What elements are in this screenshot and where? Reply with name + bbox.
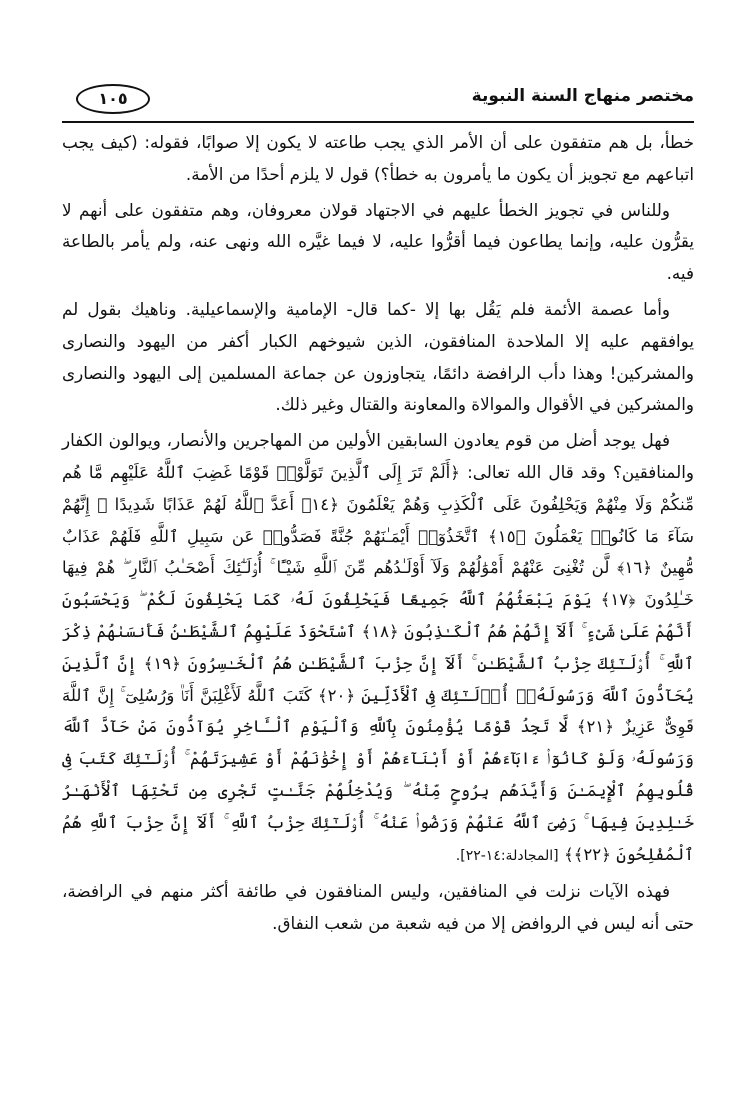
paragraph-intro: فهل يوجد أضل من قوم يعادون السابقين الأولين من المهاجرين والأنصار، ويوالون الكفار والمنافقين؟ وقد قال الله تعالى: <box>62 430 694 482</box>
page-body <box>62 127 694 1087</box>
paragraph: خطأ، بل هم متفقون على أن الأمر الذي يجب طاعته لا يكون إلا صوابًا، فقوله: (كيف يجب اتباعهم مع تجويز أن يكون ما يأمرون به خطأ؟) قول لا يلزم أحدًا من الأمة. <box>62 132 694 184</box>
quran-verses: ﴿أَلَمْ تَرَ إِلَى ٱلَّذِينَ تَوَلَّوْا۟ قَوْمًا غَضِبَ ٱللَّهُ عَلَيْهِم مَّا هُم مِّنكُمْ وَلَا مِنْهُمْ وَيَحْلِفُونَ عَلَى ٱلْكَذِبِ وَهُمْ يَعْلَمُونَ ﴿١٤﴾ أَعَدَّ ٱللَّهُ لَهُمْ عَذَابًا شَدِيدًا ۖ إِنَّهُمْ سَآءَ مَا كَانُوا۟ يَعْمَلُونَ ﴿١٥﴾ ٱتَّخَذُوٓا۟ أَيْمَـٰنَهُمْ جُنَّةً فَصَدُّوا۟ عَن سَبِيلِ ٱللَّهِ فَلَهُمْ عَذَابٌ مُّهِينٌ ﴿١٦﴾ لَّن تُغْنِىَ عَنْهُمْ أَمْوَٰلُهُمْ وَلَآ أَوْلَـٰدُهُم مِّنَ ٱللَّهِ شَيْـًٔا ۚ أُو۟لَـٰٓئِكَ أَصْحَـٰبُ ٱلنَّارِ ۖ هُمْ فِيهَا خَـٰلِدُونَ ﴿١٧﴾ يَوْمَ يَبْعَثُهُمُ ٱللَّهُ جَمِيعًا فَيَحْلِفُونَ لَهُۥ كَمَا يَحْلِفُونَ لَكُمْ ۖ وَيَحْسَبُونَ أَنَّهُمْ عَلَىٰ شَىْءٍ ۚ أَلَآ إِنَّهُمْ هُمُ ٱلْكَـٰذِبُونَ ﴿١٨﴾ ٱسْتَحْوَذَ عَلَيْهِمُ ٱلشَّيْطَـٰنُ فَأَنسَىٰهُمْ ذِكْرَ ٱللَّهِ ۚ أُو۟لَـٰٓئِكَ حِزْبُ ٱلشَّيْطَـٰنِ ۚ أَلَآ إِنَّ حِزْبَ ٱلشَّيْطَـٰنِ هُمُ ٱلْخَـٰسِرُونَ ﴿١٩﴾ إِنَّ ٱلَّذِينَ يُحَآدُّونَ ٱللَّهَ وَرَسُولَهُۥٓ أُو۟لَـٰٓئِكَ فِى ٱلْأَذَلِّينَ ﴿٢٠﴾ كَتَبَ ٱللَّهُ لَأَغْلِبَنَّ أَنَا۠ وَرُسُلِىٓ ۚ إِنَّ ٱللَّهَ قَوِىٌّ عَزِيزٌ ﴿٢١﴾ لَّا تَجِدُ قَوْمًا يُؤْمِنُونَ بِٱللَّهِ وَٱلْيَوْمِ ٱلْـَٔاخِرِ يُوَآدُّونَ مَنْ حَآدَّ ٱللَّهَ وَرَسُولَهُۥ وَلَوْ كَانُوٓا۟ ءَابَآءَهُمْ أَوْ أَبْنَآءَهُمْ أَوْ إِخْوَٰنَهُمْ أَوْ عَشِيرَتَهُمْ ۚ أُو۟لَـٰٓئِكَ كَتَبَ فِى قُلُوبِهِمُ ٱلْإِيمَـٰنَ وَأَيَّدَهُم بِرُوحٍ مِّنْهُ ۖ وَيُدْخِلُهُمْ جَنَّـٰتٍ تَجْرِى مِن تَحْتِهَا ٱلْأَنْهَـٰرُ خَـٰلِدِينَ فِيهَا ۚ رَضِىَ ٱللَّهُ عَنْهُمْ وَرَضُوا۟ عَنْهُ ۚ أُو۟لَـٰٓئِكَ حِزْبُ ٱللَّهِ ۚ أَلَآ إِنَّ حِزْبَ ٱللَّهِ هُمُ ٱلْمُفْلِحُونَ ﴿٢٢﴾﴾ <box>62 462 695 864</box>
paragraph: فهذه الآيات نزلت في المنافقين، وليس المنافقون في طائفة أكثر منهم في الرافضة، حتى أنه ليس في الروافض إلا من فيه شعبة من شعب النفاق. <box>62 881 694 934</box>
paragraph: وأما عصمة الأئمة فلم يَقُل بها إلا -كما قال- الإمامية والإسماعيلية. وناهيك بقول لم يوافقهم عليه إلا الملاحدة المنافقون، الذين شيوخهم الكبار أكفر من اليهود والنصارى والمشركين! وهذا دأب الرافضة دائمًا، يتجاوزون عن جماعة المسلمين إلى اليهود والنصارى والمشركين في الأقوال والموالاة والمعاونة والقتال وغير ذلك. <box>62 298 694 415</box>
running-title: مختصر منهاج السنة النبوية <box>471 86 694 106</box>
page-header <box>62 84 694 118</box>
paragraph: وللناس في تجويز الخطأ عليهم في الاجتهاد قولان معروفان، وهم متفقون على أنهم لا يقرُّون عليه، وإنما يطاعون فيما أقرُّوا عليه، لا فيما غيَّره الله ونهى عنه، ولم يأمر بالطاعة فيه. <box>62 199 694 284</box>
page-number-badge: ١٠٥ <box>76 84 150 114</box>
header-divider <box>62 121 694 123</box>
quran-paragraph <box>62 425 694 872</box>
quran-reference: [المجادلة:١٤-٢٢]. <box>455 847 559 864</box>
